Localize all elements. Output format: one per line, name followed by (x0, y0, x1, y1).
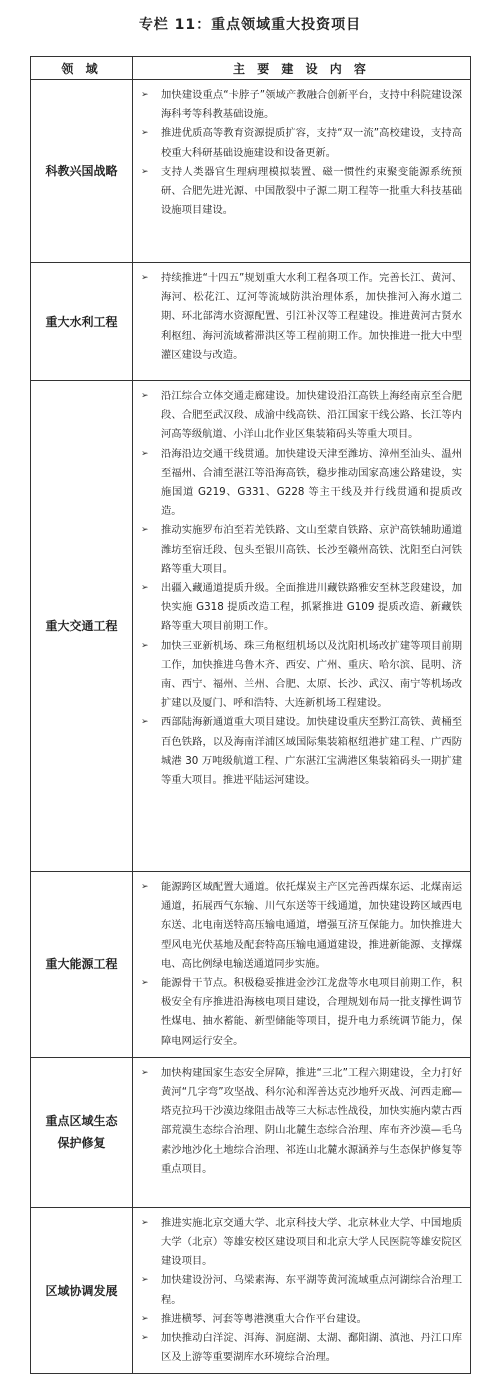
domain-cell (31, 1207, 133, 1374)
diamond-arrow-bullet-icon: ➢ (141, 525, 149, 536)
diamond-arrow-bullet-icon: ➢ (141, 166, 149, 177)
header-content: 主 要 建 设 内 容 (133, 57, 471, 80)
item-text: 推进实施北京交通大学、北京科技大学、北京林业大学、中国地质大学（北京）等雄安校区建设项目和北京大学人民医院等雄安院区建设项目。 (161, 1216, 462, 1268)
header-domain: 领 域 (31, 57, 133, 80)
diamond-arrow-bullet-icon: ➢ (141, 1333, 149, 1344)
list-item (141, 445, 462, 522)
list-item (141, 387, 462, 445)
list-item (141, 637, 462, 714)
domain-cell (31, 872, 133, 1058)
domain-cell (31, 381, 133, 872)
diamond-arrow-bullet-icon: ➢ (141, 583, 149, 594)
domain-label: 重大交通工程 (45, 619, 118, 633)
item-text: 推动实施罗布泊至若羌铁路、文山至蒙自铁路、京沪高铁辅助通道潍坊至宿迁段、包头至银川高铁、长沙至赣州高铁、沈阳至白河铁路等重大项目。 (161, 524, 462, 575)
item-text: 推进优质高等教育资源提质扩容，支持“双一流”高校建设，支持高校重大科研基础设施建设和设备更新。 (161, 127, 462, 159)
content-cell (133, 381, 471, 872)
list-item (141, 1271, 462, 1309)
list-item (141, 713, 462, 790)
list-item (141, 269, 462, 365)
list-item (141, 124, 462, 162)
item-text: 西部陆海新通道重大项目建设。加快建设重庆至黔江高铁、黄桶至百色铁路，以及海南洋浦区域国际集装箱枢纽港扩建工程、广西防城港 30 万吨级航道工程、广东湛江宝满港区集装箱码头一期扩建等重大项目。推进平陆运河建设。 (161, 716, 462, 787)
item-text: 能源骨干节点。积极稳妥推进金沙江龙盘等水电项目前期工作，积极安全有序推进沿海核电项目建设，合理规划布局一批支撑性调节性煤电、抽水蓄能、新型储能等项目，提升电力系统调节能力，保障电网运行安全。 (161, 977, 462, 1047)
list-item (141, 86, 462, 124)
item-text: 加快构建国家生态安全屏障，推进“三北”工程六期建设，全力打好黄河“几字弯”攻坚战、科尔沁和浑善达克沙地歼灭战、河西走廊—塔克拉玛干沙漠边缘阻击战等三大标志性战役，加快实施内蒙古西部荒漠生态综合治理、阴山北麓生态综合治理、库布齐沙漠—毛乌素沙地沙化土地综合治理、祁连山北麓水源涵养与生态保护修复等重点项目。 (161, 1066, 462, 1175)
content-cell (133, 872, 471, 1058)
domain-label: 重大能源工程 (45, 957, 118, 972)
diamond-arrow-bullet-icon: ➢ (141, 1313, 149, 1324)
content-cell (133, 1057, 471, 1207)
table-row (31, 80, 471, 263)
list-item (141, 974, 462, 1051)
list-item (141, 1064, 462, 1179)
page-title: 专栏 11：重点领域重大投资项目 (138, 17, 362, 33)
diamond-arrow-bullet-icon: ➢ (141, 978, 149, 989)
domain-label: 科教兴国战略 (45, 164, 118, 178)
item-text: 能源跨区域配置大通道。依托煤炭主产区完善西煤东运、北煤南运通道，拓展西气东输、川气东送等干线通道，加快建设跨区域西电东送、北电南送特高压输电通道，增强互济互保能力。加快推进大型风电光伏基地及配套特高压输电通道建设，推进新能源、支撑煤电、高比例绿电输送通道同步实施。 (161, 881, 462, 970)
table-row (31, 381, 471, 872)
list-item (141, 1214, 462, 1272)
item-text: 持续推进“十四五”规划重大水利工程各项工作。完善长江、黄河、海河、松花江、辽河等流域防洪治理体系，加快推河入海水道二期、环北部湾水资源配置、引江补汉等工程建设。推进黄河古贤水利枢纽、海河流域蓄滞洪区等工程前期工作。加快推进一批大中型灌区建设与改造。 (161, 272, 462, 361)
item-text: 出疆入藏通道提质升级。全面推进川藏铁路雅安至林芝段建设，加快实施 G318 提质改造工程，抓紧推进 G109 提质改造、新藏铁路等重大项目前期工作。 (161, 582, 462, 633)
domain-cell (31, 80, 133, 263)
diamond-arrow-bullet-icon: ➢ (141, 717, 149, 728)
item-text: 沿江综合立体交通走廊建设。加快建设沿江高铁上海经南京至合肥段、合肥至武汉段、成渝中线高铁、沿江国家干线公路、长江等内河高等级航道、小洋山北作业区集装箱码头等重大项目。 (161, 390, 462, 441)
item-text: 推进横琴、河套等粤港澳重大合作平台建设。 (161, 1312, 367, 1325)
project-table (30, 56, 471, 1374)
diamond-arrow-bullet-icon: ➢ (141, 1275, 149, 1286)
domain-label: 重大水利工程 (45, 314, 118, 329)
item-text: 加快建设汾河、乌梁素海、东平湖等黄河流域重点河湖综合治理工程。 (161, 1274, 462, 1306)
item-text: 沿海沿边交通干线贯通。加快建设天津至潍坊、漳州至汕头、温州至福州、合浦至湛江等沿海高铁，稳步推动国家高速公路建设，实施国道 G219、G331、G228 等主干线及并行线贯通和提质改造。 (161, 447, 462, 518)
diamond-arrow-bullet-icon: ➢ (141, 90, 149, 100)
table-row (31, 872, 471, 1058)
item-text: 加快建设重点“卡脖子”领域产教融合创新平台，支持中科院建设深海科考等科教基础设施。 (161, 89, 462, 121)
diamond-arrow-bullet-icon: ➢ (141, 882, 149, 892)
domain-cell (31, 1057, 133, 1207)
domain-cell (31, 263, 133, 381)
content-cell (133, 1207, 471, 1374)
table-row (31, 1057, 471, 1207)
diamond-arrow-bullet-icon: ➢ (141, 128, 149, 139)
list-item (141, 163, 462, 221)
list-item (141, 1329, 462, 1367)
list-item (141, 878, 462, 974)
table-header-row (31, 57, 471, 80)
domain-label: 重点区域生态 保护修复 (45, 1114, 118, 1151)
item-text: 加快三亚新机场、珠三角枢纽机场以及沈阳机场改扩建等项目前期工作，加快推进乌鲁木齐、西安、广州、重庆、哈尔滨、昆明、济南、西宁、福州、兰州、合肥、太原、长沙、武汉、南宁等机场改扩建以及厦门、呼和浩特、大连新机场工程建设。 (161, 639, 462, 710)
list-item (141, 1310, 462, 1329)
table-body (31, 80, 471, 1374)
item-text: 加快推动白洋淀、洱海、洞庭湖、太湖、鄱阳湖、滇池、丹江口库区及上游等重要湖库水环境综合治理。 (161, 1332, 462, 1364)
domain-label: 区域协调发展 (45, 1283, 118, 1298)
diamond-arrow-bullet-icon: ➢ (141, 1217, 149, 1228)
diamond-arrow-bullet-icon: ➢ (141, 273, 149, 283)
list-item (141, 579, 462, 637)
diamond-arrow-bullet-icon: ➢ (141, 391, 149, 401)
diamond-arrow-bullet-icon: ➢ (141, 640, 149, 651)
content-cell (133, 263, 471, 381)
list-item (141, 521, 462, 579)
table-row (31, 1207, 471, 1374)
item-text: 支持人类器官生理病理模拟装置、磁一惯性约束聚变能源系统预研、合肥先进光源、中国散裂中子源二期工程等一批重大科技基础设施项目建设。 (161, 165, 462, 217)
content-cell (133, 80, 471, 263)
table-row (31, 263, 471, 381)
diamond-arrow-bullet-icon: ➢ (141, 448, 149, 459)
diamond-arrow-bullet-icon: ➢ (141, 1067, 149, 1078)
